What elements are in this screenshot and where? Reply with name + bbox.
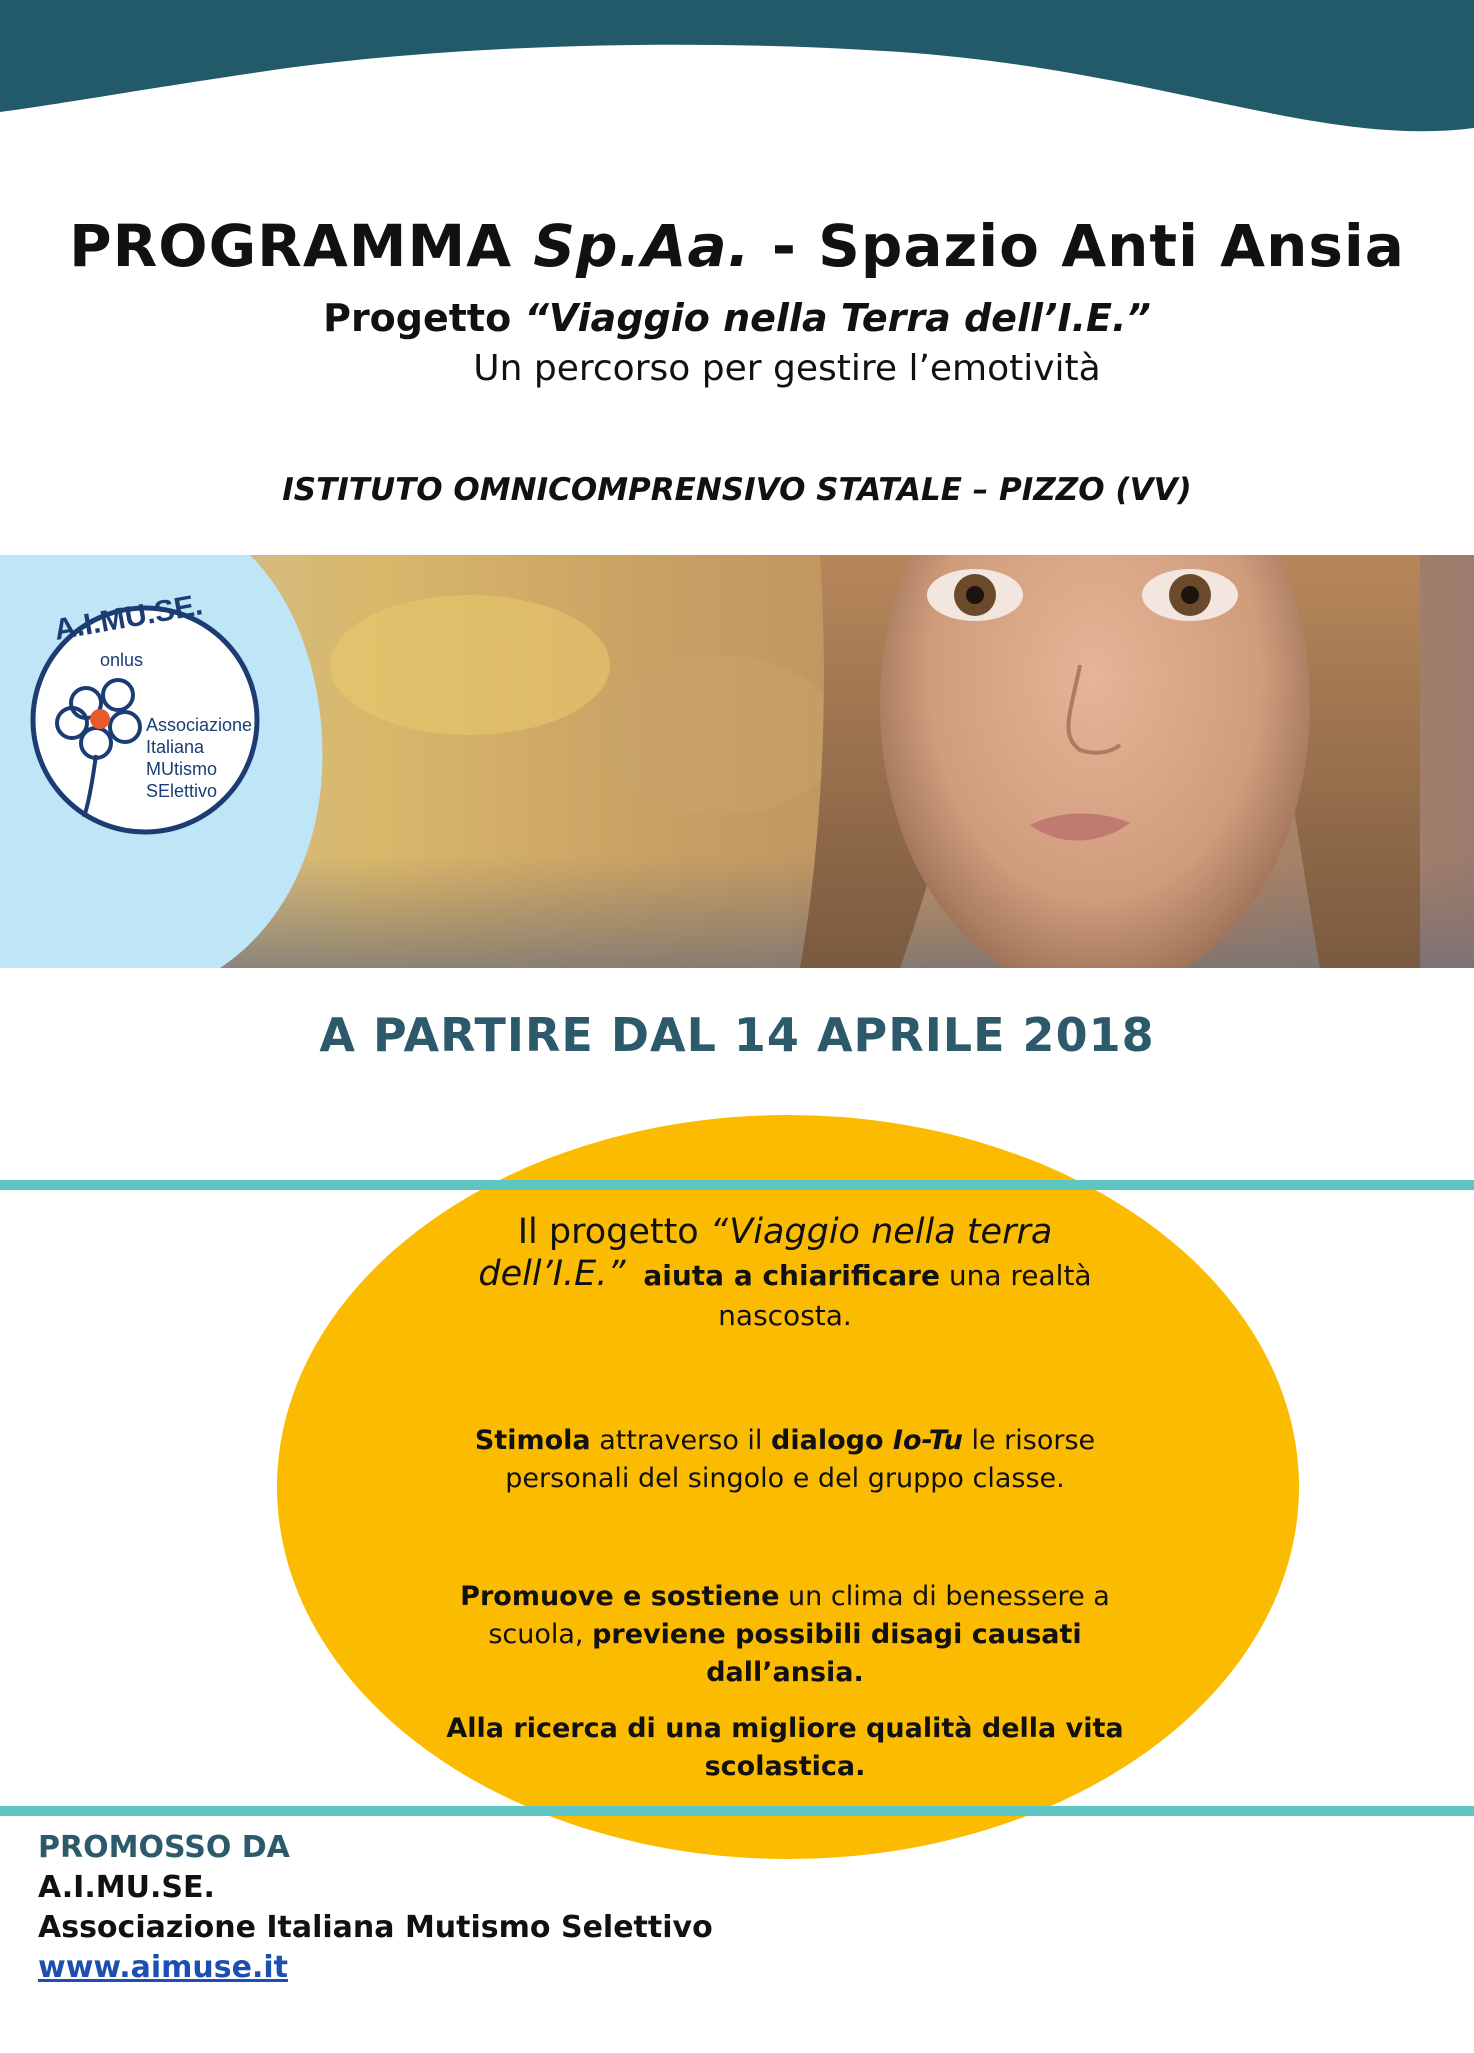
org-full-name: Associazione Italiana Mutismo Selettivo bbox=[38, 1910, 713, 1945]
logo-line-3: MUtismo bbox=[146, 759, 217, 779]
start-date: A PARTIRE DAL 14 APRILE 2018 bbox=[319, 1008, 1155, 1062]
website-link[interactable]: www.aimuse.it bbox=[38, 1950, 288, 1985]
paragraph-intro: Il progetto “Viaggio nella terra dell’I.E.” aiuta a chiarificare una realtà nascosta. bbox=[478, 1212, 1092, 1332]
logo-onlus: onlus bbox=[100, 650, 144, 670]
paragraph-ricerca: Alla ricerca di una migliore qualità della vita scolastica. bbox=[446, 1713, 1124, 1782]
project-subtitle: Progetto “Viaggio nella Terra dell’I.E.” bbox=[323, 296, 1151, 340]
paragraph-promuove: Promuove e sostiene un clima di benessere a scuola, previene possibili disagi causati dall’ansia. bbox=[460, 1581, 1110, 1688]
hero-photo bbox=[0, 555, 1474, 968]
paragraph-stimola: Stimola attraverso il dialogo Io-Tu le risorse personali del singolo e del gruppo classe. bbox=[474, 1425, 1096, 1494]
footer bbox=[38, 1828, 713, 1988]
logo-line-2: Italiana bbox=[146, 737, 205, 757]
header-wave bbox=[0, 0, 1474, 170]
promoted-by-label: PROMOSSO DA bbox=[38, 1830, 290, 1865]
page-title: PROGRAMMA Sp.Aa. - Spazio Anti Ansia bbox=[69, 212, 1405, 280]
aimuse-logo bbox=[0, 555, 340, 968]
org-short-name: A.I.MU.SE. bbox=[38, 1870, 215, 1905]
logo-line-4: SElettivo bbox=[146, 781, 218, 801]
tagline: Un percorso per gestire l’emotività bbox=[473, 348, 1101, 389]
institute-name: ISTITUTO OMNICOMPRENSIVO STATALE – PIZZO (VV) bbox=[282, 472, 1192, 508]
divider-top bbox=[0, 1180, 1474, 1190]
logo-line-1: Associazione bbox=[146, 715, 253, 735]
logo-name: A.I.MU.SE. bbox=[51, 588, 206, 647]
divider-bottom bbox=[0, 1806, 1474, 1816]
